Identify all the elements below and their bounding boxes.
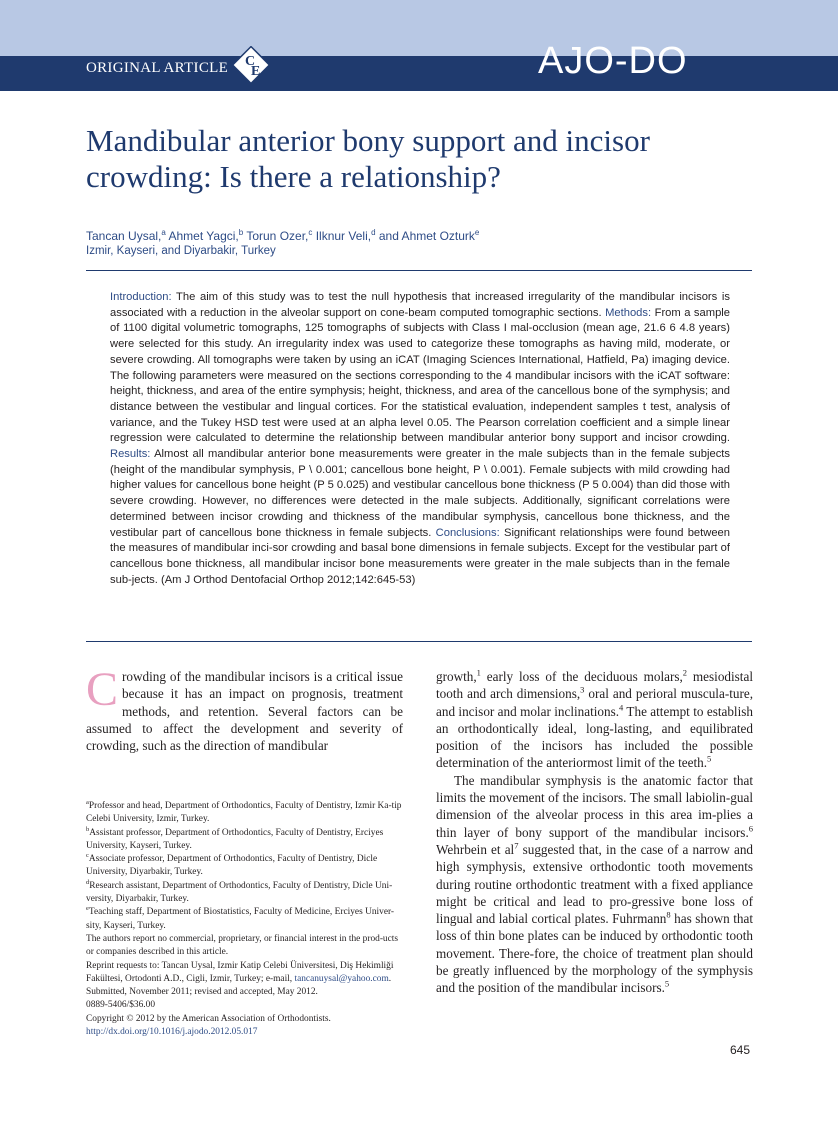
reference-mark[interactable]: 5 (664, 978, 670, 989)
abstract-heading-introduction: Introduction: (110, 291, 172, 303)
affiliation-footnote (86, 853, 404, 880)
author-name: Ilknur Veli, (312, 229, 372, 243)
author-affiliation-mark: e (474, 228, 480, 237)
body-text: rowding of the mandibular incisors is a critical issue because it has an impact on prognosis, treatment methods, and retention. Several factors can be assumed to affect the development and severity of crowding, such as the direction of mandibular (86, 669, 403, 754)
copyright-note: Copyright © 2012 by the American Association of Orthodontists. (86, 1013, 331, 1024)
ce-badge-icon (232, 46, 270, 84)
author-name: Ahmet Yagci, (165, 229, 239, 243)
affiliation-text: Assistant professor, Department of Orthodontics, Faculty of Dentistry, Erciyes University, Kayseri, Turkey. (86, 827, 384, 851)
abstract-top-rule (86, 270, 752, 271)
reference-mark[interactable]: 2 (682, 667, 688, 678)
reference-mark[interactable]: 4 (619, 702, 624, 713)
reference-mark[interactable]: 5 (707, 754, 712, 765)
body-text: The mandibular symphysis is the anatomic factor that limits the movement of the incisors. The small labiolin-gual dimension of the alveolar process in this area im-plies a thin layer of bony support of the mandibular incisors. (436, 772, 753, 840)
body-text: mesiodistal tooth and arch dimensions, (436, 669, 753, 702)
affiliation-text: Professor and head, Department of Orthodontics, Faculty of Dentistry, Izmir Ka-tip Celebi University, Izmir, Turkey. (86, 801, 402, 825)
affiliation-footnote (86, 906, 404, 933)
author-affiliation-mark: a (161, 228, 166, 237)
abstract-bottom-rule (86, 641, 752, 642)
body-text: early loss of the deciduous molars, (480, 669, 683, 684)
header-band-light (0, 0, 838, 56)
reference-mark[interactable]: 7 (514, 840, 519, 851)
abstract (110, 290, 730, 588)
author-name: Torun Ozer, (243, 229, 309, 243)
body-paragraph (436, 668, 753, 772)
affiliation-text: Research assistant, Department of Orthodontics, Faculty of Dentistry, Dicle Uni-versity, Diyarbakir, Turkey. (86, 880, 393, 905)
affiliation-mark: a (86, 798, 89, 806)
author-list (86, 228, 479, 243)
abstract-text-introduction: The aim of this study was to test the null hypothesis that increased irregularity of the mandibular incisors is associated with a reduction in the alveolar support on cone-beam computed tomographic sections. (110, 291, 730, 319)
affiliation-mark: c (86, 852, 89, 860)
ce-letter-e: E (251, 64, 261, 79)
author-affiliation-mark: d (371, 228, 376, 237)
body-paragraph (436, 772, 753, 997)
affiliation-footnote (86, 827, 404, 854)
abstract-heading-methods: Methods: (605, 306, 652, 319)
reference-mark[interactable]: 1 (476, 667, 481, 678)
affiliation-text: Associate professor, Department of Orthodontics, Faculty of Dentistry, Dicle University, Diyarbakir, Turkey. (86, 854, 378, 878)
issn: 0889-5406/$36.00 (86, 1000, 156, 1011)
email-link[interactable]: tancanuysal@yahoo.com (294, 973, 389, 984)
journal-logo: AJO-DO (538, 40, 688, 82)
footnotes (86, 800, 404, 1039)
author-locations: Izmir, Kayseri, and Diyarbakir, Turkey (86, 245, 276, 257)
article-title: Mandibular anterior bony support and incisor crowding: Is there a relationship? (86, 123, 650, 194)
affiliation-mark: b (86, 825, 90, 833)
reference-mark[interactable]: 3 (580, 684, 585, 695)
body-text: oral and perioral muscula-ture, and incisor and molar inclinations. (436, 686, 754, 719)
body-text: suggested that, in the case of a narrow and high symphysis, extensive orthodontic tooth movements during routine orthodontic treatment with a fixed appliance might be critical and lead to pro-gressive bone loss of lingual and labial cortical plates. Fuhrmann (436, 841, 754, 927)
page-number: 645 (730, 1043, 751, 1057)
doi-link[interactable]: http://dx.doi.org/10.1016/j.ajodo.2012.05.017 (86, 1027, 258, 1038)
body-text: The attempt to establish an orthodontically ideal, long-lasting, and equilibrated position of the incisors has included the possible determination of the anteriormost limit of the teeth. (436, 703, 753, 771)
abstract-text-methods: From a sample of 1100 digital volumetric tomographs, 125 tomographs of subjects with Class I mal-occlusion (mean age, 21.6 6 4.8 years) were selected for this study. An irregularity index was used to categorize these tomographs as having mild, moderate, or severe crowding. All tomographs were taken by using an iCAT (Imaging Sciences International, Hatfield, Pa) imaging device. The following parameters were measured on the sections corresponding to the 4 mandibular incisors with the iCAT software: height, thickness, and area of the entire symphysis; height, thickness, and area of the cancellous bone of the symphysis; and distance between the vestibular and lingual cortices. For the statistical evaluation, independent samples t test, analysis of variance, and the Tukey HSD test were used at an alpha level 0.05. The Pearson correlation coefficient and a simple linear regression were calculated to determine the relationship between mandibular anterior bony support and incisor crowding. (110, 306, 730, 445)
abstract-heading-conclusions: Conclusions: (435, 526, 500, 539)
body-column-left (86, 663, 403, 754)
author-name: Tancan Uysal, (86, 229, 162, 243)
abstract-heading-results: Results: (110, 448, 151, 461)
reprint-end: . (388, 973, 392, 984)
disclosure-note: The authors report no commercial, proprietary, or financial interest in the prod-ucts or companies described in this article. (86, 933, 399, 958)
abstract-text-results: Almost all mandibular anterior bone measurements were greater in the male subjects than in the female subjects (height of the mandibular symphysis, P \ 0.001; cancellous bone height, P \ 0.001). Female subjects with mild crowding had higher values for cancellous bone height (P 5 0.025) and vestibular cancellous bone thickness (P 5 0.004) than did those with severe crowding. However, no differences were detected in the male subjects. Additionally, significant correlations were determined between incisor crowding and thickness of the mandibular symphysis, cancellous bone thickness, and the vestibular part of cancellous bone thickness in female subjects. (110, 448, 730, 539)
reference-mark[interactable]: 8 (666, 909, 671, 920)
affiliation-mark: d (86, 878, 90, 886)
drop-cap: C (86, 663, 119, 716)
submission-dates: Submitted, November 2011; revised and accepted, May 2012. (86, 987, 318, 998)
author-name: and Ahmet Ozturk (375, 229, 475, 243)
body-text: growth, (436, 669, 477, 684)
reference-mark[interactable]: 6 (748, 823, 753, 834)
body-paragraph (86, 663, 403, 754)
body-column-right (436, 668, 753, 997)
body-text: has shown that loss of thin bone plates can be induced by orthodontic tooth movement. There-fore, the choice of treatment plan should be greatly influenced by the morphology of the symphysis and the position of the mandibular incisors. (436, 911, 754, 996)
reprint-note (86, 960, 404, 987)
affiliation-footnote (86, 880, 404, 907)
affiliation-footnote (86, 800, 404, 827)
affiliation-list (86, 800, 404, 933)
reprint-text: Reprint requests to: Tancan Uysal, Izmir Katip Celebi Üniversitesi, Diş Hekimliği Fakültesi, Ortodonti A.D., Cigli, Izmir, Turkey; e-mail, (86, 960, 394, 984)
abstract-text-conclusions: Significant relationships were found between the measures of mandibular inci-sor crowding and basal bone dimensions in female subjects. Except for the vestibular part of cancellous bone thickness, all mandibular incisor bone measurements were greater in the male subjects than in the female sub-jects. (Am J Orthod Dentofacial Orthop 2012;142:645-53) (110, 526, 730, 586)
body-text: Wehrbein et al (436, 841, 515, 857)
article-type-label: ORIGINAL ARTICLE (86, 60, 229, 76)
affiliation-mark: e (86, 905, 89, 913)
author-affiliation-mark: b (238, 228, 244, 237)
ce-letter-c: C (245, 54, 256, 69)
author-affiliation-mark: c (308, 228, 313, 237)
affiliation-text: Teaching staff, Department of Biostatistics, Faculty of Medicine, Erciyes Univer-sity, Kayseri, Turkey. (86, 907, 395, 931)
